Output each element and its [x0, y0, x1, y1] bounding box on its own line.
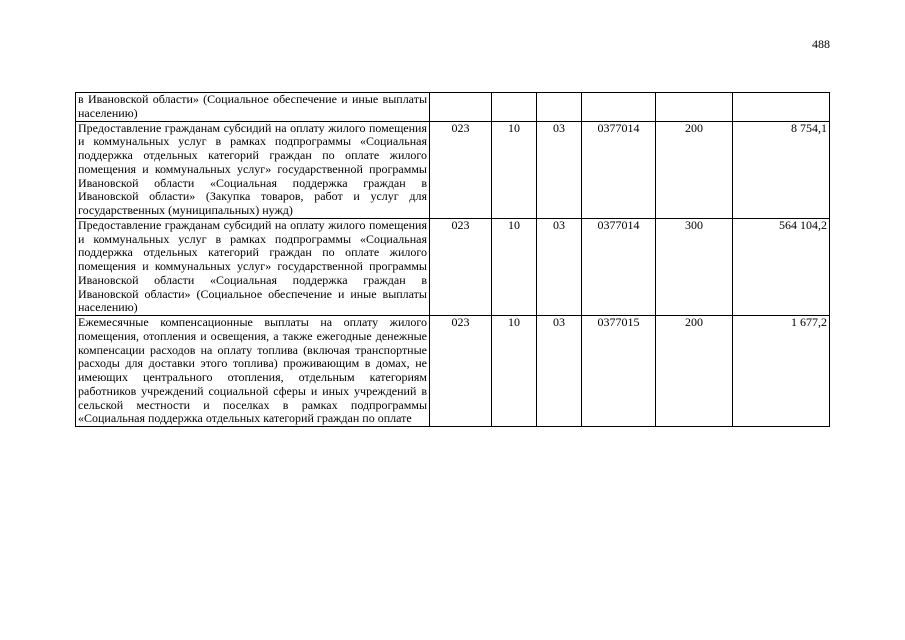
table-row: [76, 218, 830, 315]
amount: 564 104,2: [733, 218, 830, 315]
expense-type-code: 300: [656, 218, 733, 315]
amount: 1 677,2: [733, 316, 830, 427]
section-code: [492, 93, 537, 122]
section-code: 10: [492, 121, 537, 218]
budget-table: [75, 92, 830, 427]
section-code: 10: [492, 316, 537, 427]
target-article-code: 0377015: [582, 316, 656, 427]
ministry-code: 023: [430, 121, 492, 218]
target-article-code: 0377014: [582, 218, 656, 315]
subsection-code: 03: [537, 121, 582, 218]
expense-type-code: 200: [656, 316, 733, 427]
ministry-code: [430, 93, 492, 122]
amount: [733, 93, 830, 122]
subsection-code: 03: [537, 316, 582, 427]
row-description: Предоставление гражданам субсидий на оплату жилого помещения и коммунальных услуг в рамках подпрограммы «Социальная поддержка отдельных категорий граждан по оплате жилого помещения и коммунальных услуг» государственной программы Ивановской области «Социальная поддержка граждан в Ивановской области» (Закупка товаров, работ и услуг для государственных (муниципальных) нужд): [76, 121, 430, 218]
expense-type-code: 200: [656, 121, 733, 218]
amount: 8 754,1: [733, 121, 830, 218]
subsection-code: 03: [537, 218, 582, 315]
row-description: в Ивановской области» (Социальное обеспечение и иные выплаты населению): [76, 93, 430, 122]
page-number: 488: [812, 37, 830, 51]
section-code: 10: [492, 218, 537, 315]
row-description: Предоставление гражданам субсидий на оплату жилого помещения и коммунальных услуг в рамках подпрограммы «Социальная поддержка отдельных категорий граждан по оплате жилого помещения и коммунальных услуг» государственной программы Ивановской области «Социальная поддержка граждан в Ивановской области» (Социальное обеспечение и иные выплаты населению): [76, 218, 430, 315]
table-row: [76, 121, 830, 218]
row-description: Ежемесячные компенсационные выплаты на оплату жилого помещения, отопления и освещения, а также ежегодные денежные компенсации расходов на оплату топлива (включая транспортные расходы для доставки этого топлива) проживающим в домах, не имеющих центрального отопления, отдельным категориям работников учреждений социальной сферы и иных учреждений в сельской местности и поселках в рамках подпрограммы «Социальная поддержка отдельных категорий граждан по оплате: [76, 316, 430, 427]
table-row: [76, 316, 830, 427]
target-article-code: 0377014: [582, 121, 656, 218]
ministry-code: 023: [430, 316, 492, 427]
table-row: [76, 93, 830, 122]
subsection-code: [537, 93, 582, 122]
expense-type-code: [656, 93, 733, 122]
ministry-code: 023: [430, 218, 492, 315]
target-article-code: [582, 93, 656, 122]
